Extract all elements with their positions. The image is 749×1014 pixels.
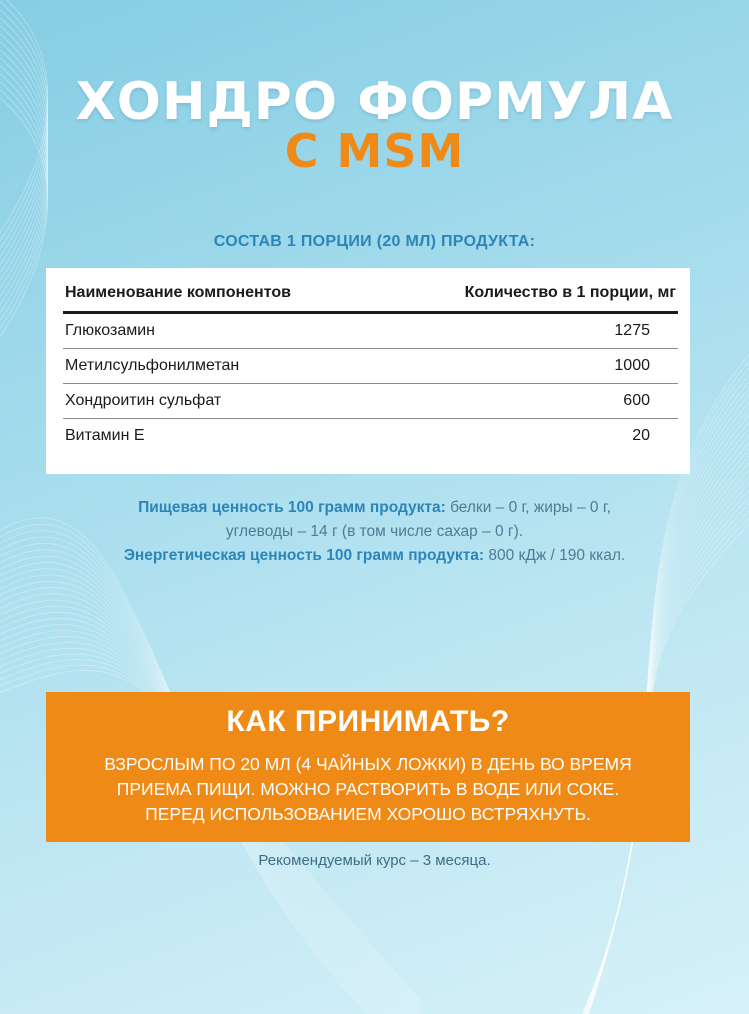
- usage-line: ПРИЕМА ПИЩИ. МОЖНО РАСТВОРИТЬ В ВОДЕ ИЛИ СОКЕ.: [116, 779, 620, 799]
- component-amount: 600: [381, 384, 679, 419]
- component-amount: 1000: [381, 349, 679, 384]
- component-name: Витамин Е: [65, 427, 145, 444]
- table-row: [63, 384, 678, 419]
- nutrition-info: [0, 496, 749, 568]
- table-row: [63, 313, 678, 349]
- nutrition-values: белки – 0 г, жиры – 0 г,: [450, 499, 611, 516]
- table-row: [63, 419, 678, 454]
- energy-line: [0, 544, 749, 568]
- usage-line: ВЗРОСЛЫМ ПО 20 МЛ (4 ЧАЙНЫХ ЛОЖКИ) В ДЕНЬ ВО ВРЕМЯ: [104, 754, 632, 774]
- nutrition-label: Пищевая ценность 100 грамм продукта:: [138, 499, 446, 516]
- table-row: [63, 349, 678, 384]
- nutrition-line-1: [0, 496, 749, 520]
- energy-label: Энергетическая ценность 100 грамм продукта:: [123, 547, 485, 564]
- composition-table: [63, 280, 678, 453]
- composition-heading: СОСТАВ 1 ПОРЦИИ (20 МЛ) ПРОДУКТА:: [213, 233, 536, 250]
- component-amount: 20: [632, 427, 650, 444]
- column-header-amount: Количество в 1 порции, мг: [381, 280, 679, 313]
- component-name: Метилсульфонилметан: [63, 349, 381, 384]
- component-name: Глюкозамин: [63, 313, 381, 349]
- energy-value: 800 кДж / 190 ккал.: [488, 547, 626, 564]
- usage-panel: [46, 692, 690, 842]
- component-amount: 1275: [381, 313, 679, 349]
- column-header-component: Наименование компонентов: [63, 280, 381, 313]
- product-subtitle: С MSM: [284, 124, 465, 178]
- usage-instructions: [66, 752, 670, 827]
- table-header-row: [63, 280, 678, 313]
- usage-line: ПЕРЕД ИСПОЛЬЗОВАНИЕМ ХОРОШО ВСТРЯХНУТЬ.: [145, 804, 591, 824]
- usage-title: КАК ПРИНИМАТЬ?: [226, 705, 510, 738]
- product-title: ХОНДРО ФОРМУЛА: [75, 72, 674, 132]
- recommended-course: Рекомендуемый курс – 3 месяца.: [258, 852, 491, 869]
- composition-table-panel: [46, 268, 690, 474]
- component-name: Хондроитин сульфат: [63, 384, 381, 419]
- nutrition-line-2: углеводы – 14 г (в том числе сахар – 0 г).: [225, 523, 524, 540]
